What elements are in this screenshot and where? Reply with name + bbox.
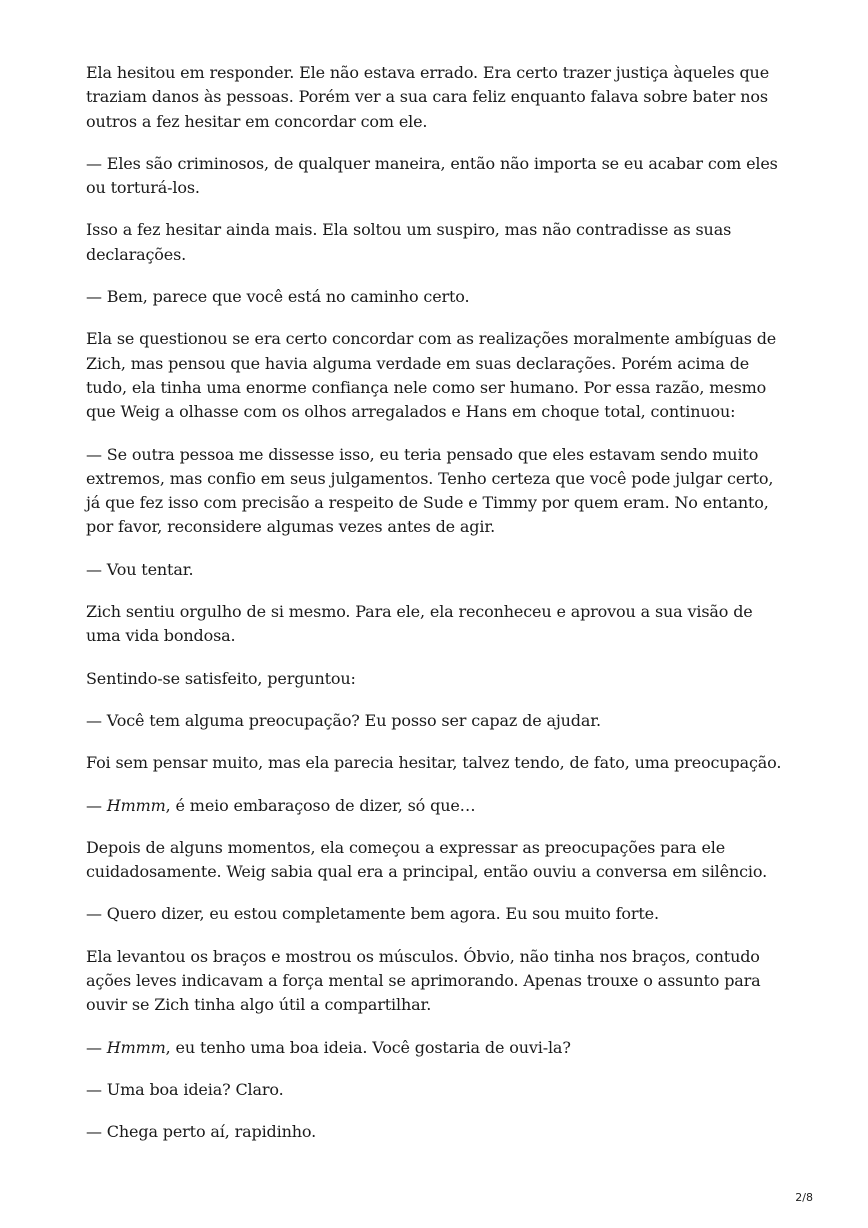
paragraph: Depois de alguns momentos, ela começou a expressar as preocupações para ele cuidadosamente. Weig sabia qual era a principal, então ouviu a conversa em silêncio. bbox=[86, 837, 768, 882]
paragraph-text: , é meio embaraçoso de dizer, só que… bbox=[165, 795, 476, 815]
dialogue-dash: — bbox=[86, 1037, 107, 1057]
page-content bbox=[86, 61, 786, 1163]
paragraph: — Vou tentar. bbox=[86, 559, 194, 579]
paragraph bbox=[86, 794, 786, 818]
paragraph: — Você tem alguma preocupação? Eu posso ser capaz de ajudar. bbox=[86, 710, 601, 730]
paragraph: Foi sem pensar muito, mas ela parecia hesitar, talvez tendo, de fato, uma preocupação. bbox=[86, 753, 782, 773]
paragraph: — Quero dizer, eu estou completamente bem agora. Eu sou muito forte. bbox=[86, 904, 659, 924]
page-number: 2/8 bbox=[795, 1191, 813, 1204]
paragraph: Ela levantou os braços e mostrou os músculos. Óbvio, não tinha nos braços, contudo ações leves indicavam a força mental se aprimorando. Apenas trouxe o assunto para ouvir se Zich tinha algo útil a compartilhar. bbox=[86, 946, 761, 1015]
paragraph: Zich sentiu orgulho de si mesmo. Para ele, ela reconheceu e aprovou a sua visão de uma vida bondosa. bbox=[86, 602, 753, 646]
paragraph-text: , eu tenho uma boa ideia. Você gostaria de ouvi-la? bbox=[165, 1037, 571, 1057]
paragraph: — Se outra pessoa me dissesse isso, eu teria pensado que eles estavam sendo muito extremos, mas confio em seus julgamentos. Tenho certeza que você pode julgar certo, já que fez isso com precisão a respeito de Sude e Timmy por quem eram. No entanto, por favor, reconsidere algumas vezes antes de agir. bbox=[86, 444, 774, 537]
paragraph bbox=[86, 1036, 786, 1060]
paragraph: Ela se questionou se era certo concordar com as realizações moralmente ambíguas de Zich, mas pensou que havia alguma verdade em suas declarações. Porém acima de tudo, ela tinha uma enorme confiança nele como ser humano. Por essa razão, mesmo que Weig a olhasse com os olhos arregalados e Hans em choque total, continuou: bbox=[86, 329, 777, 422]
dialogue-dash: — bbox=[86, 795, 107, 815]
emphasis: Hmmm bbox=[106, 1037, 166, 1057]
paragraph: Sentindo-se satisfeito, perguntou: bbox=[86, 668, 356, 688]
paragraph: Ela hesitou em responder. Ele não estava errado. Era certo trazer justiça àqueles que traziam danos às pessoas. Porém ver a sua cara feliz enquanto falava sobre bater nos outros a fez hesitar em concordar com ele. bbox=[86, 63, 770, 131]
paragraph: Isso a fez hesitar ainda mais. Ela soltou um suspiro, mas não contradisse as suas declarações. bbox=[86, 220, 732, 264]
paragraph: — Eles são criminosos, de qualquer maneira, então não importa se eu acabar com eles ou torturá-los. bbox=[86, 153, 778, 198]
paragraph: — Chega perto aí, rapidinho. bbox=[86, 1122, 317, 1142]
emphasis: Hmmm bbox=[106, 795, 166, 815]
paragraph: — Uma boa ideia? Claro. bbox=[86, 1079, 284, 1099]
paragraph: — Bem, parece que você está no caminho certo. bbox=[86, 287, 470, 307]
